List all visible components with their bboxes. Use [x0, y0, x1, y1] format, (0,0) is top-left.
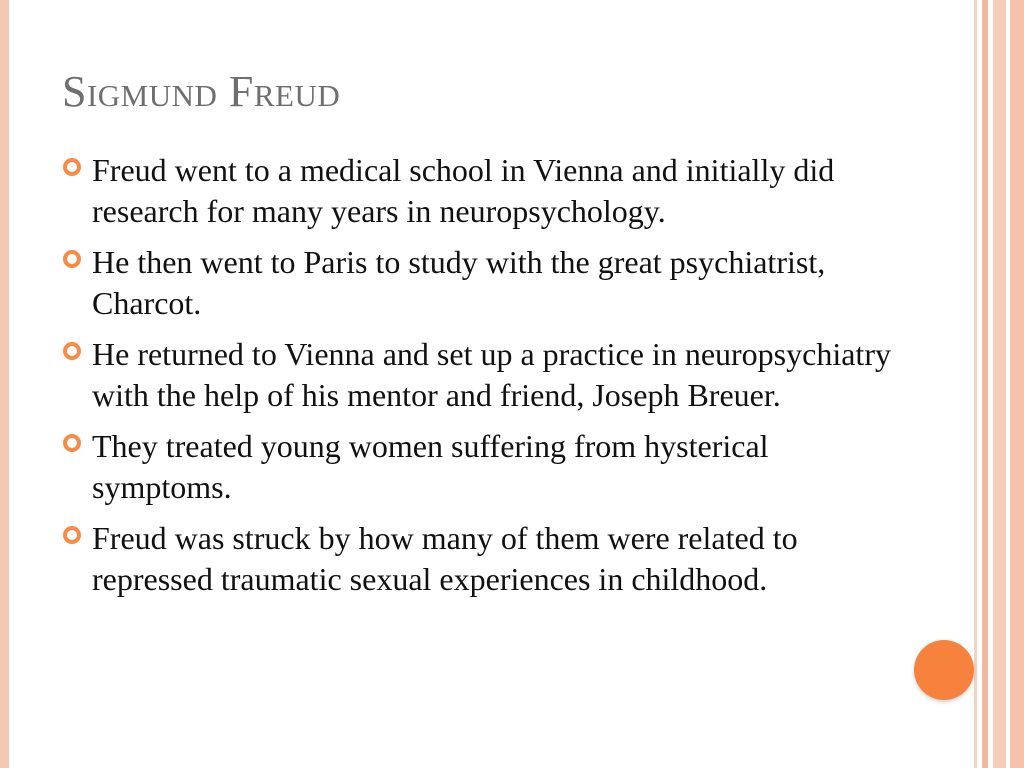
bullet-item [62, 426, 892, 508]
bullet-circle-icon [63, 342, 81, 360]
bullet-circle-icon [63, 158, 81, 176]
bullet-text: Freud was struck by how many of them were related to repressed traumatic sexual experiences in childhood. [92, 520, 798, 597]
right-stripe-1 [974, 0, 977, 768]
bullet-item [62, 150, 892, 232]
bullet-circle-icon [63, 434, 81, 452]
bullet-item [62, 518, 892, 600]
left-decorative-stripe [0, 0, 9, 768]
right-stripe-4 [1010, 0, 1024, 768]
right-stripe-3 [993, 0, 1006, 768]
bullet-text: Freud went to a medical school in Vienna and initially did research for many years in neuropsychology. [92, 152, 835, 229]
slide-title: Sigmund Freud [62, 67, 341, 116]
orange-circle-decoration [914, 640, 974, 700]
bullet-circle-icon [63, 250, 81, 268]
right-decorative-stripes [974, 0, 1024, 768]
bullet-text: He then went to Paris to study with the great psychiatrist, Charcot. [92, 244, 826, 321]
bullet-text: They treated young women suffering from hysterical symptoms. [92, 428, 769, 505]
bullet-item [62, 334, 892, 416]
bullet-item [62, 242, 892, 324]
bullet-list [62, 150, 892, 610]
bullet-circle-icon [63, 526, 81, 544]
right-stripe-2 [982, 0, 988, 768]
bullet-text: He returned to Vienna and set up a practice in neuropsychiatry with the help of his mentor and friend, Joseph Breuer. [92, 336, 891, 413]
